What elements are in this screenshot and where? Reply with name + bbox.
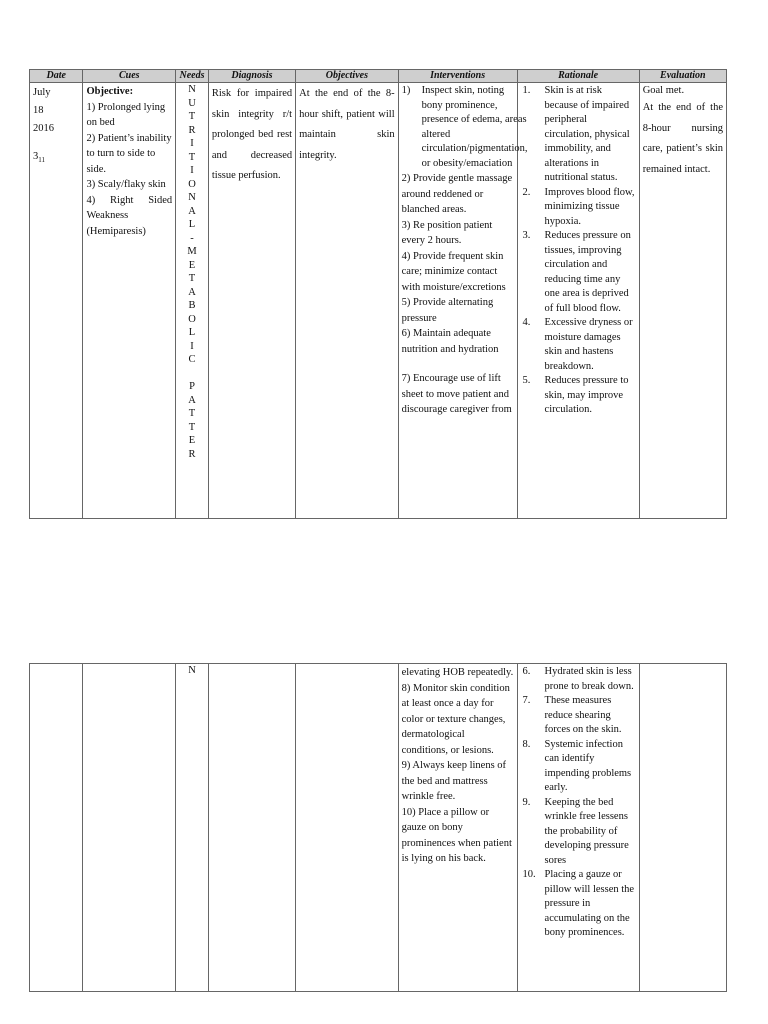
date-day: 18 xyxy=(33,105,44,116)
list-item xyxy=(521,84,636,186)
needs-cell xyxy=(176,664,209,992)
cues-cell xyxy=(83,83,176,519)
needs-letter: C xyxy=(188,354,196,365)
needs-letter: I xyxy=(190,138,194,149)
date-time xyxy=(33,148,79,169)
needs-letter: E xyxy=(188,259,196,271)
header-date: Date xyxy=(30,70,83,83)
header-interventions: Interventions xyxy=(398,70,517,83)
list-item: 2) Provide gentle massage around reddened or blanched areas. xyxy=(401,173,513,215)
header-objectives: Objectives xyxy=(296,70,399,83)
list-item xyxy=(521,374,636,418)
list-item: 10) Place a pillow or gauze on bony prominences when patient is lying on his back. xyxy=(401,806,512,864)
date-time-sub: 11 xyxy=(38,156,45,165)
evaluation-cell xyxy=(639,83,726,519)
item-number: 1. xyxy=(522,85,531,96)
objectives-cell xyxy=(296,664,399,992)
interventions-cell xyxy=(398,664,517,992)
needs-letters xyxy=(176,664,208,678)
needs-letter: E xyxy=(188,435,196,446)
list-item: 8) Monitor skin condition at least once a day for color or texture changes, dermatological conditions, or lesions. xyxy=(401,682,510,756)
diagnosis-cell: Risk for impaired skin integrity r/t prolonged bed rest and decreased tissue perfusion. xyxy=(208,83,295,519)
needs-letter: R xyxy=(188,448,196,460)
needs-letter: B xyxy=(188,300,196,311)
list-item xyxy=(521,186,636,230)
item-text: Excessive dryness or moisture damages skin and hastens breakdown. xyxy=(544,317,633,372)
date-cell xyxy=(30,664,83,992)
needs-letter: T xyxy=(188,111,196,122)
needs-letter: L xyxy=(188,327,196,338)
needs-letter: O xyxy=(188,178,196,190)
header-needs: Needs xyxy=(176,70,209,83)
date-time-value: 3 xyxy=(33,151,39,162)
table-row xyxy=(30,664,727,992)
date-cell xyxy=(30,83,83,519)
interventions-list xyxy=(401,84,528,171)
needs-letter: U xyxy=(188,97,196,109)
needs-letters xyxy=(176,83,208,460)
item-number: 5. xyxy=(522,375,531,386)
needs-letter: I xyxy=(190,165,194,176)
needs-letter: - xyxy=(190,232,194,244)
interventions-cell xyxy=(398,83,528,519)
needs-cell xyxy=(176,83,209,519)
item-text: Improves blood flow, minimizing tissue hypoxia. xyxy=(544,186,635,227)
list-item xyxy=(401,84,528,171)
list-item xyxy=(521,694,636,738)
header-row xyxy=(30,70,727,83)
needs-letter: A xyxy=(188,205,196,217)
item-text: Placing a gauze or pillow will lessen the pressure in accumulating on the bony prominences. xyxy=(544,869,635,938)
header-evaluation: Evaluation xyxy=(639,70,726,83)
needs-letter: N xyxy=(188,192,196,203)
diagnosis-cell xyxy=(208,664,295,992)
list-item: elevating HOB repeatedly. xyxy=(401,667,514,678)
date-month: July xyxy=(33,87,51,98)
cues-label: Objective: xyxy=(86,86,134,97)
evaluation-result: Goal met. xyxy=(642,85,685,96)
item-text: Reduces pressure to skin, may improve circulation. xyxy=(544,375,629,415)
item-number: 2. xyxy=(522,186,531,198)
header-diagnosis: Diagnosis xyxy=(208,70,295,83)
cue-item: 4) Right Sided Weakness (Hemiparesis) xyxy=(86,194,173,237)
needs-letter: A xyxy=(188,286,196,298)
cue-item: 1) Prolonged lying on bed xyxy=(86,101,166,128)
item-number: 7. xyxy=(522,695,531,706)
rationale-cell xyxy=(517,664,639,992)
cue-item: 2) Patient’s inability to turn to side to side. xyxy=(86,132,172,175)
list-item xyxy=(521,868,636,941)
needs-letter: T xyxy=(188,421,196,433)
header-rationale: Rationale xyxy=(517,70,639,83)
item-text: These measures reduce shearing forces on the skin. xyxy=(544,695,622,735)
rationale-list xyxy=(521,84,636,418)
list-item: 7) Encourage use of lift sheet to move patient and discourage caregiver from xyxy=(401,373,512,415)
needs-letter: T xyxy=(188,151,196,163)
item-text: Systemic infection can identify impending problems early. xyxy=(544,738,632,793)
date-year: 2016 xyxy=(33,123,54,134)
needs-letter: A xyxy=(188,394,196,406)
item-text: Keeping the bed wrinkle free lessens the probability of developing pressure sores xyxy=(544,796,629,866)
header-cues: Cues xyxy=(83,70,176,83)
item-number: 9. xyxy=(522,796,531,808)
needs-letter: L xyxy=(188,219,196,230)
needs-letter xyxy=(176,367,208,381)
item-number: 3. xyxy=(522,230,531,241)
list-item: 5) Provide alternating pressure xyxy=(401,297,494,324)
item-text: Inspect skin, noting bony prominence, presence of edema, areas altered circulation/pigmentation, or obesity/emaciation xyxy=(421,85,528,169)
needs-letter: O xyxy=(188,313,196,325)
list-item xyxy=(521,316,636,374)
item-number: 1) xyxy=(401,85,411,96)
needs-letter: N xyxy=(188,84,196,95)
needs-letter: T xyxy=(188,408,196,419)
item-text: Skin is at risk because of impaired peripheral circulation, physical immobility, and alterations in nutritional status. xyxy=(544,85,630,183)
cue-item: 3) Scaly/flaky skin xyxy=(86,179,166,190)
list-item: 3) Re position patient every 2 hours. xyxy=(401,219,493,246)
needs-letter: P xyxy=(189,381,195,392)
rationale-list xyxy=(521,665,636,941)
list-item: 6) Maintain adequate nutrition and hydration xyxy=(401,328,499,355)
needs-letter: T xyxy=(188,273,196,284)
list-item xyxy=(521,796,636,869)
needs-letter: N xyxy=(188,665,196,676)
spacer xyxy=(402,357,514,371)
needs-letter: I xyxy=(190,340,194,352)
list-item: 4) Provide frequent skin care; minimize contact with moisture/excretions xyxy=(401,250,506,293)
item-number: 10. xyxy=(522,869,536,880)
item-number: 6. xyxy=(522,666,531,677)
care-plan-table-page1 xyxy=(29,69,727,519)
needs-letter: R xyxy=(188,124,196,136)
evaluation-cell xyxy=(639,664,726,992)
table-row xyxy=(30,83,727,519)
item-text: Reduces pressure on tissues, improving circulation and reducing time any one area is deprived of full blood flow. xyxy=(544,230,631,314)
item-number: 4. xyxy=(522,317,531,328)
needs-letter: M xyxy=(187,246,197,257)
item-text: Hydrated skin is less prone to break down. xyxy=(544,666,634,692)
list-item xyxy=(521,665,636,694)
rationale-cell xyxy=(517,83,639,519)
cues-cell xyxy=(83,664,176,992)
item-number: 8. xyxy=(522,738,531,750)
list-item xyxy=(521,738,636,796)
list-item xyxy=(521,229,636,316)
objectives-cell: At the end of the 8-hour shift, patient will maintain skin integrity. xyxy=(296,83,399,519)
evaluation-text: At the end of the 8-hour nursing care, patient’s skin remained intact. xyxy=(642,102,723,175)
list-item: 9) Always keep linens of the bed and mattress wrinkle free. xyxy=(401,760,507,802)
care-plan-table-page2 xyxy=(29,663,727,992)
